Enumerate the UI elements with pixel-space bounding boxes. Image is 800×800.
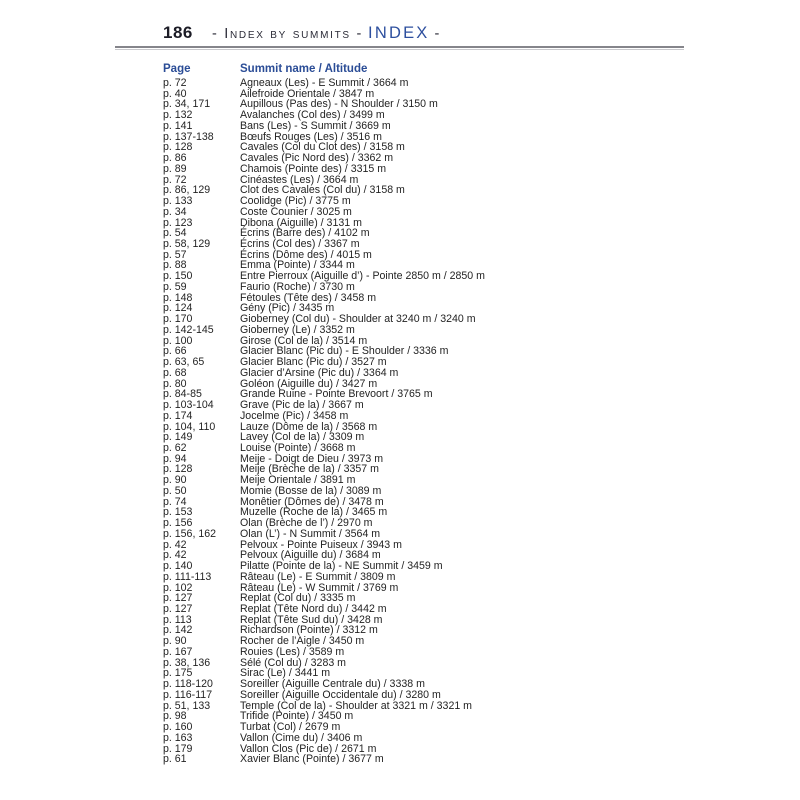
header-title bbox=[212, 24, 441, 43]
row-summit: Trifide (Pointe) / 3450 m bbox=[240, 710, 354, 723]
row-page: p. 34 bbox=[163, 205, 187, 218]
row-page: p. 72 bbox=[163, 173, 187, 186]
row-summit: Entre Pierroux (Aiguille d’) - Pointe 2850 m / 2850 m bbox=[240, 270, 485, 283]
table-row bbox=[163, 690, 688, 701]
row-page: p. 94 bbox=[163, 452, 187, 465]
row-page: p. 128 bbox=[163, 141, 193, 154]
row-summit: Sirac (Le) / 3441 m bbox=[240, 667, 331, 680]
row-summit: Coste Counier / 3025 m bbox=[240, 205, 352, 218]
table-row bbox=[163, 529, 688, 540]
row-summit: Faurio (Roche) / 3730 m bbox=[240, 280, 355, 293]
row-page: p. 140 bbox=[163, 560, 193, 573]
row-summit: Olan (L’) - N Summit / 3564 m bbox=[240, 527, 381, 540]
row-summit: Momie (Bosse de la) / 3089 m bbox=[240, 484, 382, 497]
row-summit: Rouies (Les) / 3589 m bbox=[240, 645, 345, 658]
row-page: p. 123 bbox=[163, 216, 193, 229]
header-title-main: INDEX bbox=[368, 24, 430, 42]
row-page: p. 90 bbox=[163, 635, 187, 648]
table-row bbox=[163, 325, 688, 336]
row-page: p. 59 bbox=[163, 280, 187, 293]
row-page: p. 142-145 bbox=[163, 323, 214, 336]
row-page: p. 86 bbox=[163, 152, 187, 165]
row-summit: Glacier d’Arsine (Pic du) / 3364 m bbox=[240, 366, 399, 379]
row-page: p. 86, 129 bbox=[163, 184, 211, 197]
row-page: p. 89 bbox=[163, 162, 187, 175]
header-title-suffix: - bbox=[434, 26, 442, 42]
row-summit: Aupillous (Pas des) - N Shoulder / 3150 m bbox=[240, 98, 438, 111]
row-page: p. 150 bbox=[163, 270, 193, 283]
row-summit: Turbat (Col) / 2679 m bbox=[240, 721, 341, 734]
row-page: p. 124 bbox=[163, 302, 193, 315]
row-summit: Pilatte (Pointe de la) - NE Summit / 3459 m bbox=[240, 560, 443, 573]
row-summit: Xavier Blanc (Pointe) / 3677 m bbox=[240, 753, 384, 766]
row-page: p. 38, 136 bbox=[163, 656, 211, 669]
row-page: p. 61 bbox=[163, 753, 187, 766]
row-page: p. 90 bbox=[163, 474, 187, 487]
row-summit: Glacier Blanc (Pic du) - E Shoulder / 3336 m bbox=[240, 345, 449, 358]
row-page: p. 113 bbox=[163, 613, 192, 626]
row-page: p. 63, 65 bbox=[163, 356, 205, 369]
row-page: p. 111-113 bbox=[163, 570, 212, 583]
index-table bbox=[163, 62, 688, 765]
row-summit: Gioberney (Le) / 3352 m bbox=[240, 323, 355, 336]
row-page: p. 54 bbox=[163, 227, 187, 240]
row-page: p. 167 bbox=[163, 645, 193, 658]
row-summit: Meije Orientale / 3891 m bbox=[240, 474, 356, 487]
row-page: p. 149 bbox=[163, 431, 193, 444]
row-page: p. 62 bbox=[163, 441, 187, 454]
row-summit: Glacier Blanc (Pic du) / 3527 m bbox=[240, 356, 387, 369]
row-page: p. 84-85 bbox=[163, 388, 202, 401]
row-page: p. 103-104 bbox=[163, 399, 214, 412]
row-summit: Râteau (Le) - W Summit / 3769 m bbox=[240, 581, 399, 594]
row-summit: Bœufs Rouges (Les) / 3516 m bbox=[240, 130, 382, 143]
row-page: p. 40 bbox=[163, 87, 187, 100]
row-summit: Richardson (Pointe) / 3312 m bbox=[240, 624, 378, 637]
row-page: p. 88 bbox=[163, 259, 187, 272]
row-summit: Gioberney (Col du) - Shoulder at 3240 m / 3240 m bbox=[240, 313, 476, 326]
row-page: p. 66 bbox=[163, 345, 187, 358]
row-summit: Louise (Pointe) / 3668 m bbox=[240, 441, 356, 454]
row-page: p. 116-117 bbox=[163, 688, 213, 701]
row-summit: Pelvoux - Pointe Puiseux / 3943 m bbox=[240, 538, 402, 551]
row-page: p. 50 bbox=[163, 484, 187, 497]
row-summit: Cinéastes (Les) / 3664 m bbox=[240, 173, 359, 186]
row-page: p. 170 bbox=[163, 313, 193, 326]
row-page: p. 80 bbox=[163, 377, 187, 390]
row-summit: Vallon (Cime du) / 3406 m bbox=[240, 731, 363, 744]
row-page: p. 127 bbox=[163, 592, 193, 605]
row-summit: Écrins (Barre des) / 4102 m bbox=[240, 227, 370, 240]
row-page: p. 142 bbox=[163, 624, 193, 637]
table-row bbox=[163, 754, 688, 765]
row-page: p. 118-120 bbox=[163, 678, 213, 691]
row-page: p. 137-138 bbox=[163, 130, 214, 143]
row-summit: Soreiller (Aiguille Centrale du) / 3338 m bbox=[240, 678, 425, 691]
row-summit: Jocelme (Pic) / 3458 m bbox=[240, 409, 349, 422]
row-page: p. 153 bbox=[163, 506, 193, 519]
row-page: p. 34, 171 bbox=[163, 98, 211, 111]
row-page: p. 57 bbox=[163, 248, 187, 261]
row-summit: Avalanches (Col des) / 3499 m bbox=[240, 109, 385, 122]
row-summit: Coolidge (Pic) / 3775 m bbox=[240, 195, 351, 208]
row-page: p. 160 bbox=[163, 721, 193, 734]
row-page: p. 179 bbox=[163, 742, 193, 755]
index-table-body bbox=[163, 78, 688, 765]
row-summit: Girose (Col de la) / 3514 m bbox=[240, 334, 368, 347]
row-summit: Lauze (Dôme de la) / 3568 m bbox=[240, 420, 378, 433]
row-summit: Monêtier (Dômes de) / 3478 m bbox=[240, 495, 384, 508]
row-summit: Vallon Clos (Pic de) / 2671 m bbox=[240, 742, 377, 755]
header-rule bbox=[115, 46, 684, 48]
row-page: p. 58, 129 bbox=[163, 238, 211, 251]
row-summit: Grande Ruine - Pointe Brevoort / 3765 m bbox=[240, 388, 433, 401]
row-page: p. 98 bbox=[163, 710, 187, 723]
row-summit: Meije - Doigt de Dieu / 3973 m bbox=[240, 452, 384, 465]
row-page: p. 148 bbox=[163, 291, 193, 304]
row-summit: Clot des Cavales (Col du) / 3158 m bbox=[240, 184, 405, 197]
row-page: p. 68 bbox=[163, 366, 187, 379]
row-summit: Goléon (Aiguille du) / 3427 m bbox=[240, 377, 378, 390]
row-summit: Emma (Pointe) / 3344 m bbox=[240, 259, 355, 272]
table-row bbox=[163, 411, 688, 422]
row-summit: Écrins (Dôme des) / 4015 m bbox=[240, 248, 372, 261]
row-page: p. 174 bbox=[163, 409, 193, 422]
row-summit: Fétoules (Tête des) / 3458 m bbox=[240, 291, 377, 304]
row-page: p. 51, 133 bbox=[163, 699, 211, 712]
row-summit: Gény (Pic) / 3435 m bbox=[240, 302, 335, 315]
column-header-page: Page bbox=[163, 63, 191, 75]
row-page: p. 102 bbox=[163, 581, 193, 594]
row-summit: Pelvoux (Aiguille du) / 3684 m bbox=[240, 549, 381, 562]
row-summit: Cavales (Col du Clot des) / 3158 m bbox=[240, 141, 405, 154]
row-summit: Olan (Brèche de l’) / 2970 m bbox=[240, 517, 373, 530]
row-page: p. 42 bbox=[163, 549, 187, 562]
row-summit: Lavey (Col de la) / 3309 m bbox=[240, 431, 365, 444]
table-row bbox=[163, 368, 688, 379]
table-row bbox=[163, 164, 688, 175]
row-summit: Replat (Col du) / 3335 m bbox=[240, 592, 356, 605]
table-row bbox=[163, 733, 688, 744]
row-summit: Ailefroide Orientale / 3847 m bbox=[240, 87, 375, 100]
row-page: p. 156 bbox=[163, 517, 193, 530]
row-page: p. 100 bbox=[163, 334, 193, 347]
row-summit: Rocher de l’Aigle / 3450 m bbox=[240, 635, 365, 648]
row-summit: Agneaux (Les) - E Summit / 3664 m bbox=[240, 77, 409, 89]
row-page: p. 127 bbox=[163, 602, 193, 615]
row-summit: Sélé (Col du) / 3283 m bbox=[240, 656, 346, 669]
row-page: p. 104, 110 bbox=[163, 420, 216, 433]
row-summit: Meije (Brèche de la) / 3357 m bbox=[240, 463, 379, 476]
page-number: 186 bbox=[163, 23, 193, 42]
row-summit: Râteau (Le) - E Summit / 3809 m bbox=[240, 570, 396, 583]
row-summit: Cavales (Pic Nord des) / 3362 m bbox=[240, 152, 394, 165]
row-summit: Temple (Col de la) - Shoulder at 3321 m / 3321 m bbox=[240, 699, 473, 712]
row-page: p. 128 bbox=[163, 463, 193, 476]
table-row bbox=[163, 572, 688, 583]
row-summit: Chamois (Pointe des) / 3315 m bbox=[240, 162, 387, 175]
row-page: p. 163 bbox=[163, 731, 193, 744]
row-page: p. 72 bbox=[163, 77, 187, 89]
row-summit: Replat (Tête Nord du) / 3442 m bbox=[240, 602, 387, 615]
row-summit: Écrins (Col des) / 3367 m bbox=[240, 238, 360, 251]
column-header-summit: Summit name / Altitude bbox=[240, 63, 368, 75]
row-summit: Muzelle (Roche de la) / 3465 m bbox=[240, 506, 388, 519]
row-summit: Dibona (Aiguille) / 3131 m bbox=[240, 216, 362, 229]
row-page: p. 141 bbox=[163, 119, 193, 132]
row-summit: Replat (Tête Sud du) / 3428 m bbox=[240, 613, 383, 626]
header-title-prefix: - Index by summits - bbox=[212, 26, 364, 42]
row-summit: Soreiller (Aiguille Occidentale du) / 3280 m bbox=[240, 688, 441, 701]
row-summit: Grave (Pic de la) / 3667 m bbox=[240, 399, 364, 412]
row-page: p. 175 bbox=[163, 667, 193, 680]
row-page: p. 132 bbox=[163, 109, 193, 122]
header-rule-shadow bbox=[115, 49, 684, 50]
row-summit: Bans (Les) - S Summit / 3669 m bbox=[240, 119, 391, 132]
row-page: p. 133 bbox=[163, 195, 193, 208]
row-page: p. 156, 162 bbox=[163, 527, 217, 540]
row-page: p. 74 bbox=[163, 495, 187, 508]
table-row bbox=[163, 207, 688, 218]
row-page: p. 42 bbox=[163, 538, 187, 551]
table-header-row bbox=[163, 62, 688, 76]
